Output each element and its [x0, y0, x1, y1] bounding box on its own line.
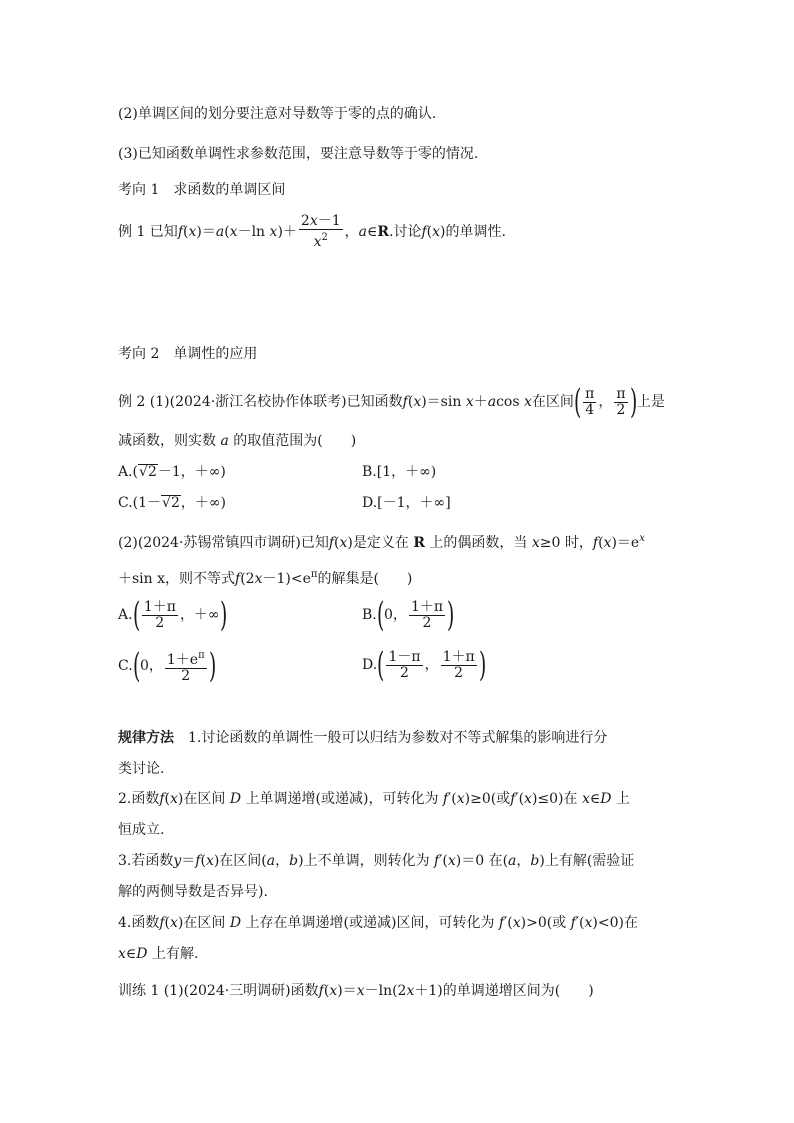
text-line: (2)单调区间的划分要注意对导数等于零的点的确认.	[118, 106, 437, 122]
option-a[interactable]: A.(√2－1，＋∞)	[118, 464, 226, 480]
method-line2: 2.函数f(x)在区间 D 上单调递增(或递减)，可转化为 f′(x)≥0(或f′(x)≤0)在 x∈D 上	[118, 791, 630, 807]
example-2-line2: 减函数，则实数 a 的取值范围为( )	[118, 433, 357, 449]
method-heading: 规律方法	[118, 730, 174, 746]
text-line: 类讨论.	[118, 761, 165, 777]
example-2-line1: 例 2 (1)(2024·浙江名校协作体联考)已知函数f(x)＝sin x＋acos x在区间( $\frac{\pi}{4}$ ， $\frac{\pi}{2}$ )上是	[118, 382, 665, 422]
text-line: 恒成立.	[118, 822, 165, 838]
option-d[interactable]: D.( $\frac{1-\pi}{2}$ ， $\frac{1+\pi}{2}$ )	[362, 645, 486, 685]
option-a[interactable]: A.( $\frac{1+\pi}{2}$ ，＋∞)	[118, 595, 227, 635]
example-label: 例 1 已知	[118, 224, 178, 240]
method-line4b: x∈D 上有解.	[118, 946, 199, 962]
problem-2-line1: (2)(2024·苏锡常镇四市调研)已知f(x)是定义在 R 上的偶函数，当 x≥0 时，$f(x)=e^x$	[118, 533, 645, 551]
method-line1: 规律方法 1.讨论函数的单调性一般可以归结为参数对不等式解集的影响进行分	[118, 730, 608, 746]
option-d[interactable]: D.[－1，＋∞]	[362, 495, 451, 511]
training-1: 训练 1 (1)(2024·三明调研)函数f(x)＝x－ln(2x＋1)的单调递增区间为( )	[118, 983, 594, 999]
option-b[interactable]: B.(0， $\frac{1+\pi}{2}$ )	[362, 595, 455, 635]
method-line3: 3.若函数y＝f(x)在区间(a，b)上不单调，则转化为 f′(x)＝0 在(a，b)上有解(需验证	[118, 853, 635, 869]
problem-2-line2: ＋sin x，则不等式$f(2x-1)<e^\pi$的解集是( )	[118, 569, 413, 587]
section-heading: 考向 2 单调性的应用	[118, 346, 258, 362]
option-c[interactable]: C.(1－√2，＋∞)	[118, 495, 226, 511]
method-line4: 4.函数f(x)在区间 D 上存在单调递增(或递减)区间，可转化为 f′(x)>0(或 f′(x)<0)在	[118, 915, 638, 931]
text-line: 解的两侧导数是否异号).	[118, 884, 268, 900]
option-b[interactable]: B.[1，＋∞)	[362, 464, 437, 480]
example-1: 例 1 已知f(x)＝a(x－ln x)＋ $\frac{2x-1}{x^2}$ ，a∈R.讨论f(x)的单调性.	[118, 213, 506, 250]
option-c[interactable]: C.(0， $\frac{1+e^\pi}{2}$ )	[118, 646, 216, 686]
section-heading: 考向 1 求函数的单调区间	[118, 182, 286, 198]
text-line: (3)已知函数单调性求参数范围，要注意导数等于零的情况.	[118, 146, 479, 162]
example-label: 例 2 (1)(2024·浙江名校协作体联考)已知函数	[118, 394, 403, 410]
